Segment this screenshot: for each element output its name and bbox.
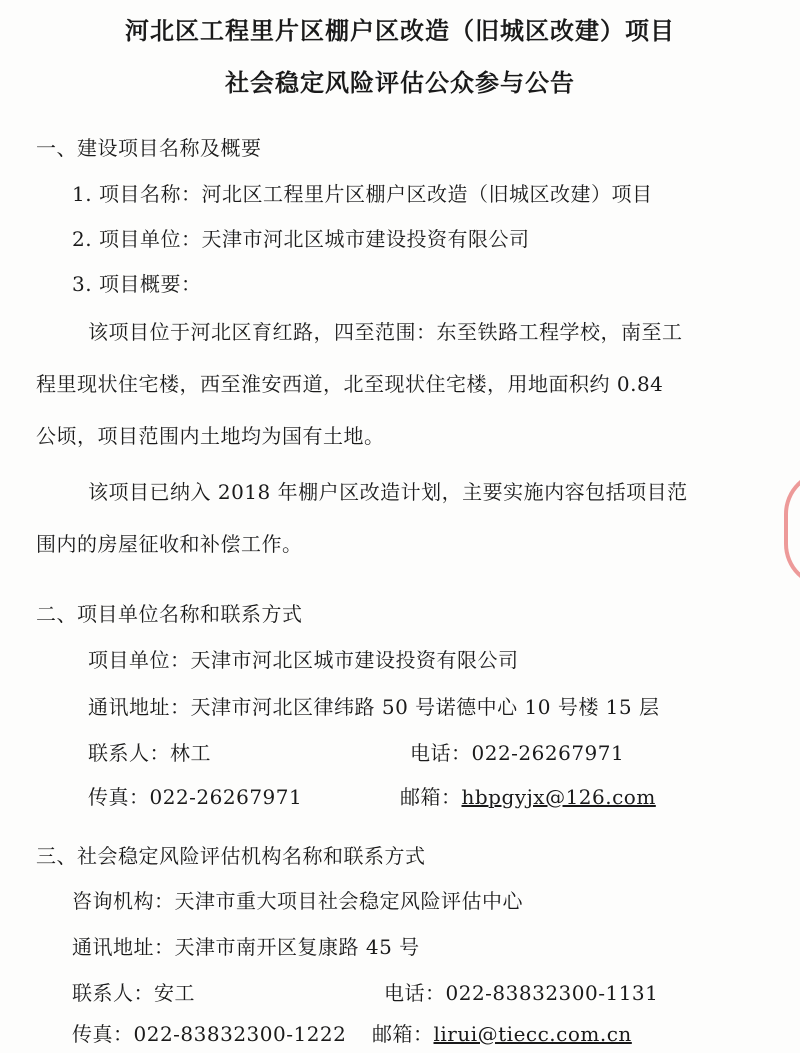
summary-para1-line3: 公顷，项目范围内土地均为国有土地。: [36, 424, 385, 448]
project-name-item: 1. 项目名称：河北区工程里片区棚户区改造（旧城区改建）项目: [72, 182, 653, 206]
project-unit-item: 2. 项目单位：天津市河北区城市建设投资有限公司: [72, 227, 530, 251]
section2-contact: 联系人：林工: [88, 741, 211, 765]
summary-para1-line1: 该项目位于河北区育红路，四至范围：东至铁路工程学校，南至工: [88, 320, 683, 344]
red-seal-stamp-fragment: [784, 470, 800, 588]
section3-agency: 咨询机构：天津市重大项目社会稳定风险评估中心: [72, 889, 523, 913]
section2-email-label: 邮箱：: [400, 785, 462, 809]
section3-fax: 传真：022-83832300-1222: [72, 1022, 347, 1046]
summary-para2-line2: 围内的房屋征收和补偿工作。: [36, 532, 303, 556]
section3-email-link[interactable]: lirui@tiecc.com.cn: [433, 1022, 632, 1046]
section3-address: 通讯地址：天津市南开区复康路 45 号: [72, 935, 420, 959]
section2-heading: 二、项目单位名称和联系方式: [36, 602, 303, 626]
section1-heading: 一、建设项目名称及概要: [36, 136, 262, 160]
section2-address: 通讯地址：天津市河北区律纬路 50 号诺德中心 10 号楼 15 层: [88, 695, 660, 719]
summary-para2-line1: 该项目已纳入 2018 年棚户区改造计划，主要实施内容包括项目范: [88, 480, 688, 504]
section2-email-link[interactable]: hbpgyjx@126.com: [461, 785, 656, 809]
section3-email-row: [372, 1020, 632, 1048]
section3-contact: 联系人：安工: [72, 981, 195, 1005]
section3-email-label: 邮箱：: [372, 1022, 434, 1046]
summary-para1-line2: 程里现状住宅楼，西至淮安西道，北至现状住宅楼，用地面积约 0.84: [36, 372, 664, 396]
section2-unit: 项目单位：天津市河北区城市建设投资有限公司: [88, 648, 519, 672]
section3-heading: 三、社会稳定风险评估机构名称和联系方式: [36, 844, 426, 868]
document-title-line1: 河北区工程里片区棚户区改造（旧城区改建）项目: [125, 16, 675, 45]
section2-email-row: [400, 783, 656, 811]
section2-fax: 传真：022-26267971: [88, 785, 303, 809]
section3-phone: 电话：022-83832300-1131: [384, 981, 659, 1005]
document-title-line2: 社会稳定风险评估公众参与公告: [225, 68, 575, 97]
section2-phone: 电话：022-26267971: [410, 741, 625, 765]
project-summary-item: 3. 项目概要：: [72, 272, 202, 296]
